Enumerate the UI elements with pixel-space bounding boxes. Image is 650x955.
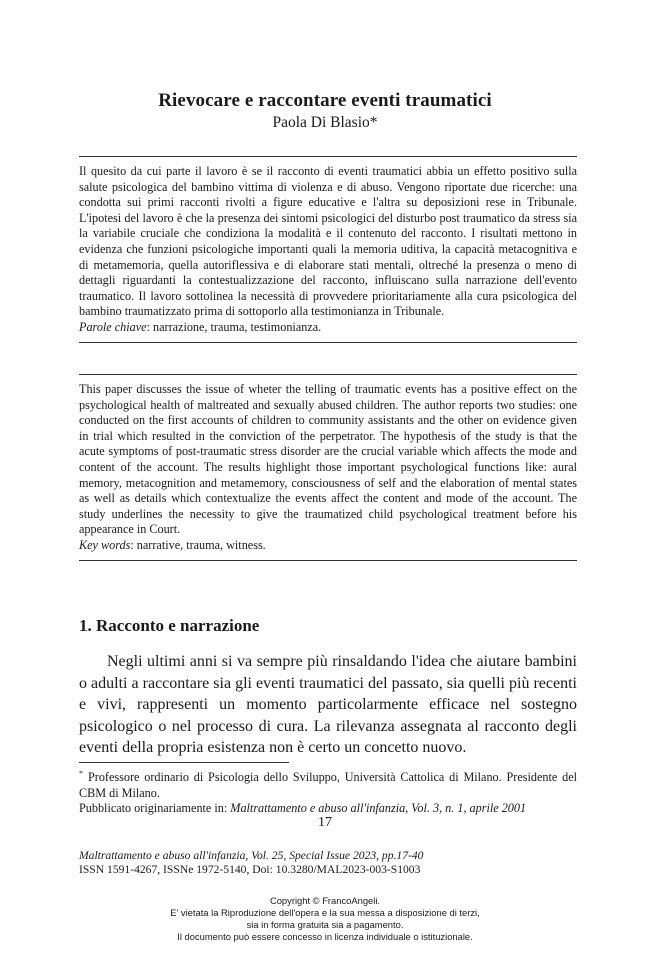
article-title: Rievocare e raccontare eventi traumatici xyxy=(158,90,492,111)
keywords-italian-values: : narrazione, trauma, testimonianza. xyxy=(146,319,322,334)
footnote-divider xyxy=(79,762,289,763)
keywords-english-label: Key words xyxy=(79,537,131,552)
footnote-mark: * xyxy=(79,769,83,778)
journal-citation: Maltrattamento e abuso all'infanzia, Vol. 25, Special Issue 2023, pp.17-40 xyxy=(79,849,424,862)
footnote-published-prefix: Pubblicato originariamente in: xyxy=(79,801,231,816)
footnote-affiliation-line xyxy=(79,766,577,801)
journal-issn: ISSN 1591-4267, ISSNe 1972-5140, Doi: 10.3280/MAL2023-003-S1003 xyxy=(79,863,421,876)
keywords-italian xyxy=(79,320,577,336)
keywords-english-values: : narrative, trauma, witness. xyxy=(130,537,266,552)
abstract-italian-text: Il quesito da cui parte il lavoro è se il racconto di eventi traumatici abbia un effetto positivo sulla salute psicologica del bambino vittima di violenza e di abuso. Vengono riportate due ricerche: una condotta sui primi racconti rivolti a figure educative e l'altra su deposizioni rese in Tribunale. L'ipotesi del lavoro è che la presenza dei sintomi psicologici del disturbo post traumatico da stress sia la variabile cruciale che condiziona la modalità e il contenuto del racconto. I risultati mettono in evidenza che funzioni psicologiche importanti quali la memoria uditiva, la capacità metacognitiva e di metamemoria, quella autoriflessiva e di elaborare stati mentali, oltreché la presenza o meno di dettagli riguardanti la contestualizzazione del racconto, influiscano sulla narrazione dell'evento traumatico. Il lavoro sottolinea la necessità di provvedere prioritariamente alla cura psicologica del bambino traumatizzato prima di sottoporlo alla testimonianza in Tribunale. xyxy=(79,164,577,319)
section-heading: 1. Racconto e narrazione xyxy=(79,616,260,635)
journal-info xyxy=(79,849,599,877)
article-author: Paola Di Blasio* xyxy=(272,114,378,131)
abstract-english-text: This paper discusses the issue of wheter the telling of traumatic events has a positive effect on the psychological health of maltreated and sexually abused children. The author reports two studies: one conducted on the first accounts of children to community assistants and the other on evidence given in trial which resulted in the conviction of the perpetrator. The hypothesis of the study is that the acute symptoms of post-traumatic stress disorder are the crucial variable which affects the mode and content of the account. The results highlight those important psychological functions like: aural memory, metacognition and metamemory, consciousness of self and the elaboration of mental states as well as details which contextualize the events affect the content and mode of the account. The study underlines the necessity to give the traumatized child psychological treatment before his appearance in Court. xyxy=(79,382,577,537)
section-paragraph: Negli ultimi anni si va sempre più rinsaldando l'idea che aiutare bambini o adulti a raccontare sia gli eventi traumatici del passato, sia quelli più recenti e vivi, rappresenti un momento particolarmente efficace nel sostegno psicologico o nel processo di cura. La rilevanza assegnata al racconto degli eventi della propria esistenza non è certo un concetto nuovo. xyxy=(79,653,577,756)
page-number: 17 xyxy=(318,815,332,830)
abstract-italian xyxy=(79,156,577,343)
copyright-line: E' vietata la Riproduzione dell'opera e la sua messa a disposizione di terzi, xyxy=(170,907,480,918)
footnote-affiliation: Professore ordinario di Psicologia dello Sviluppo, Università Cattolica di Milano. Presidente del CBM di Milano. xyxy=(79,770,577,800)
copyright-line: Copyright © FrancoAngeli. xyxy=(269,895,381,906)
abstract-english xyxy=(79,374,577,561)
keywords-italian-label: Parole chiave xyxy=(79,319,147,334)
copyright-line: Il documento può essere concesso in licenza individuale o istituzionale. xyxy=(177,931,473,942)
keywords-english xyxy=(79,538,577,554)
footnote-published-source: Maltrattamento e abuso all'infanzia, Vol. 3, n. 1, aprile 2001 xyxy=(230,801,527,816)
footnote xyxy=(79,766,577,817)
copyright-line: sia in forma gratuita sia a pagamento. xyxy=(246,919,404,930)
copyright-notice xyxy=(0,895,650,943)
